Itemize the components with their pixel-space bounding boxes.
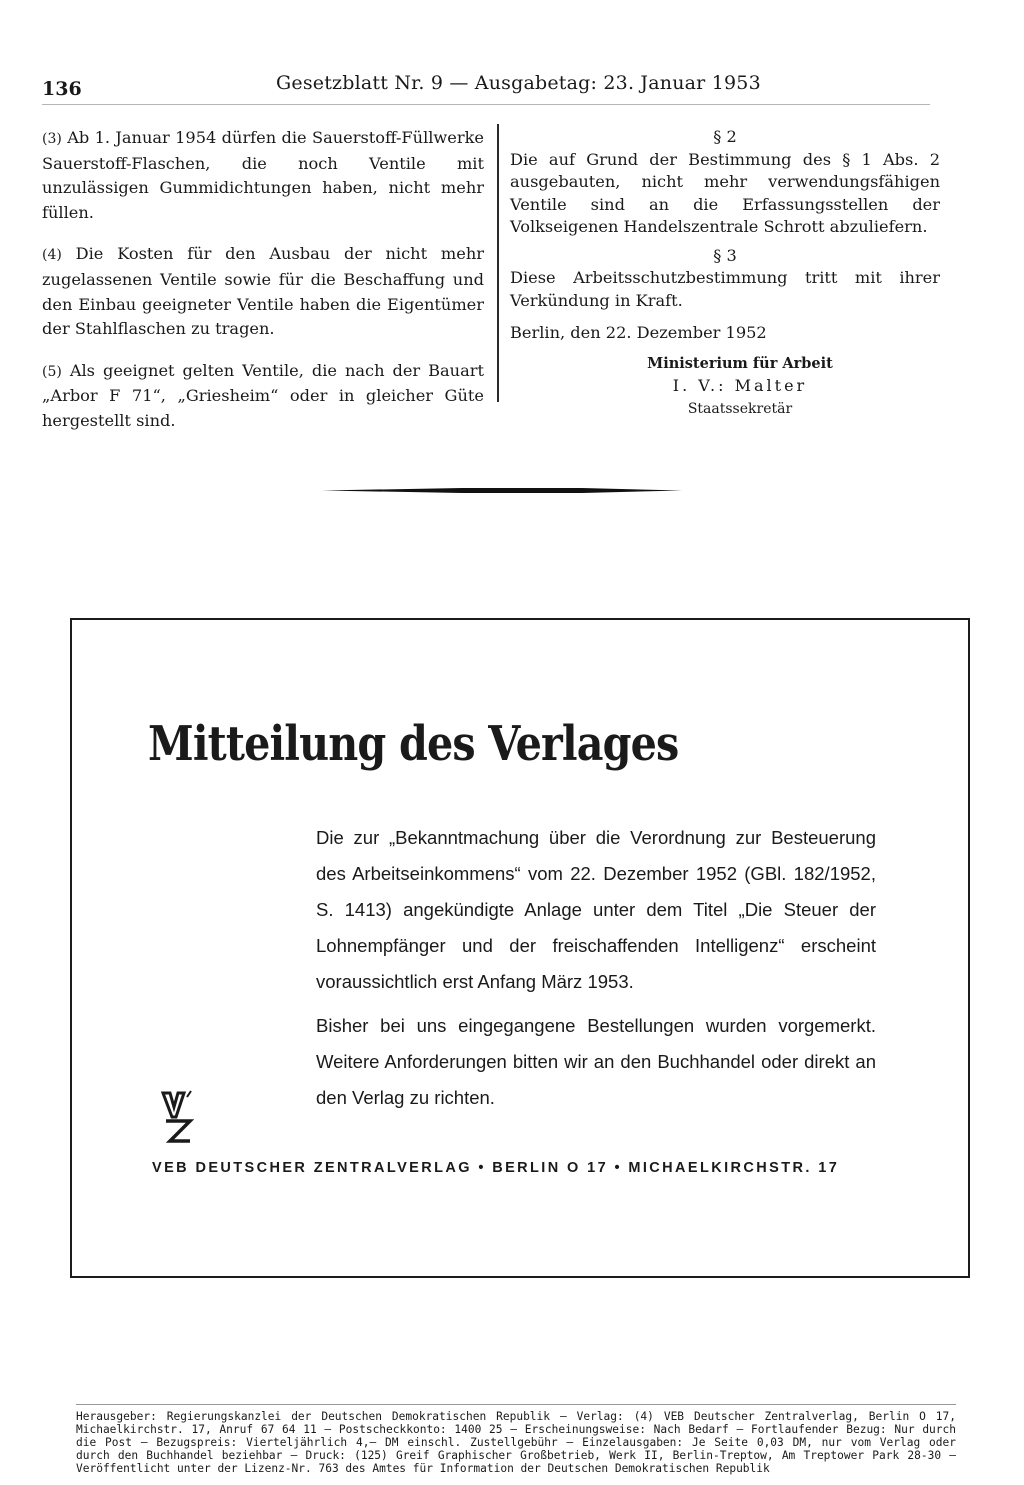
paragraph-text: Ab 1. Januar 1954 dürfen die Sauerstoff-Füllwerke Sauerstoff-Flaschen, die noch Ventile mit unzulässigen Gummidichtungen haben, nicht mehr füllen. — [42, 128, 484, 222]
notice-paragraph-2: Bisher bei uns eingegangene Bestellungen wurden vorgemerkt. Weitere Anforderungen bitten wir an den Buchhandel oder direkt an den Verlag zu richten. — [316, 1015, 876, 1108]
notice-title: Mitteilung des Verlages — [148, 716, 679, 772]
section-3-text: Diese Arbeitsschutzbestimmung tritt mit ihrer Verkündung in Kraft. — [510, 268, 940, 310]
section-2-heading: § 2 — [713, 127, 737, 146]
paragraph-number: (4) — [42, 247, 62, 264]
imprint-rule — [76, 1404, 956, 1405]
dateline: Berlin, den 22. Dezember 1952 — [510, 323, 767, 342]
publisher-address-line: VEB DEUTSCHER ZENTRALVERLAG • BERLIN O 17 • MICHAELKIRCHSTR. 17 — [152, 1160, 840, 1176]
signature-ministry: Ministerium für Arbeit — [647, 354, 833, 372]
notice-paragraph-1: Die zur „Bekanntmachung über die Verordnung zur Besteuerung des Arbeitseinkommens“ vom 22. Dezember 1952 (GBl. 182/1952, S. 1413) angekündigte Anlage unter dem Titel „Die Steuer der Lohnempfänger und der freischaffenden Intelligenz“ erscheint voraussichtlich erst Anfang März 1953. — [316, 827, 876, 992]
left-column — [42, 126, 484, 451]
signature-name: I. V.: Malter — [672, 376, 808, 395]
signature-role: Staatssekretär — [687, 400, 793, 417]
header-rule — [42, 104, 930, 105]
right-column — [510, 126, 940, 420]
section-3-heading: § 3 — [713, 245, 737, 265]
publisher-notice-box — [70, 618, 970, 1278]
paragraph-5 — [42, 359, 484, 434]
paragraph-text: Die Kosten für den Ausbau der nicht mehr zugelassenen Ventile sowie für die Beschaffung und den Einbau geeigneter Ventile haben die Eigentümer der Stahlflaschen zu tragen. — [42, 244, 484, 339]
paragraph-number: (5) — [42, 363, 62, 380]
page-number: 136 — [42, 78, 82, 100]
paragraph-4 — [42, 242, 484, 341]
publisher-logo-icon — [160, 1085, 194, 1149]
column-divider — [497, 124, 499, 402]
notice-body — [316, 820, 876, 1116]
section-separator-rule — [322, 488, 682, 493]
section-2-text: Die auf Grund der Bestimmung des § 1 Abs. 2 ausgebauten, nicht mehr verwendungsfähigen Ventile sind an die Erfassungsstellen der Volkseigenen Handelszentrale Schrott abzuliefern. — [510, 149, 940, 236]
imprint-footer: Herausgeber: Regierungskanzlei der Deutschen Demokratischen Republik — Verlag: (4) VEB Deutscher Zentralverlag, Berlin O 17, Michaelkirchstr. 17, Anruf 67 64 11 — Postscheckkonto: 1400 25 — Erscheinungsweise: Nach Bedarf — Fortlaufender Bezug: Nur durch die Post — Bezugspreis: Vierteljährlich 4,— DM einschl. Zustellgebühr — Einzelausgaben: Je Seite 0,03 DM, nur vom Verlag oder durch den Buchhandel beziehbar — Druck: (125) Greif Graphischer Großbetrieb, Werk II, Berlin-Treptow, Am Treptower Park 28-30 — Veröffentlicht unter der Lizenz-Nr. 763 des Amtes für Information der Deutschen Demokratischen Republik — [76, 1410, 956, 1475]
paragraph-number: (3) — [42, 131, 62, 147]
paragraph-text: Als geeignet gelten Ventile, die nach der Bauart „Arbor F 71“, „Griesheim“ oder in gleicher Güte hergestellt sind. — [42, 360, 484, 430]
paragraph-3 — [42, 126, 484, 225]
page-header-title: Gesetzblatt Nr. 9 — Ausgabetag: 23. Januar 1953 — [276, 72, 761, 94]
